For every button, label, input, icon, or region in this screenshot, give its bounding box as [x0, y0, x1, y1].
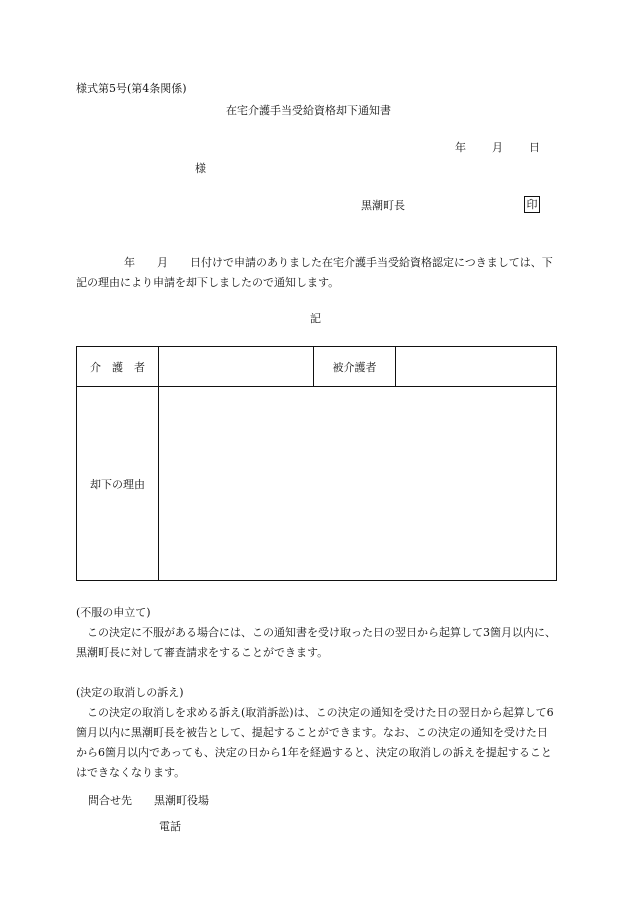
form-number: 様式第5号(第4条関係) [76, 82, 187, 95]
date-day: 日 [529, 141, 540, 154]
contact-line [88, 794, 209, 808]
revocation-heading: (決定の取消しの訴え) [76, 686, 184, 699]
date-month: 月 [492, 141, 503, 154]
reason-label: 却下の理由 [77, 387, 159, 581]
date-line [455, 141, 540, 155]
revocation-text: この決定の取消しを求める訴え(取消訴訟)は、この決定の通知を受けた日の翌日から起算して6箇月以内に黒潮町長を被告として、提起することができます。なお、この決定の通知を受けた日から6箇月以内であっても、決定の日から1年を経過すると、決定の取消しの訴えを提起することはできなくなります。 [76, 706, 554, 779]
recipient-suffix: 様 [195, 162, 206, 175]
care-receiver-label: 被介護者 [314, 347, 396, 387]
body-month: 月 [157, 256, 168, 269]
notice-body [76, 253, 554, 293]
reason-table [76, 346, 557, 581]
objection-section [76, 603, 556, 663]
document-title: 在宅介護手当受給資格却下通知書 [226, 104, 391, 117]
seal-mark: 印 [524, 196, 540, 213]
contact-office: 黒潮町役場 [154, 794, 209, 807]
caregiver-field[interactable] [159, 347, 314, 387]
contact-label: 問合せ先 [88, 794, 132, 807]
caregiver-label: 介 護 者 [77, 347, 159, 387]
care-receiver-field[interactable] [396, 347, 557, 387]
date-year: 年 [455, 141, 466, 154]
objection-text: この決定に不服がある場合には、この通知書を受け取った日の翌日から起算して3箇月以内に、黒潮町長に対して審査請求をすることができます。 [76, 626, 556, 659]
body-year: 年 [124, 256, 135, 269]
sender-name: 黒潮町長 [361, 199, 405, 212]
reason-field[interactable] [159, 387, 557, 581]
body-text: 日付けで申請のありました在宅介護手当受給資格認定につきましては、下記の理由により申請を却下しましたので通知します。 [76, 256, 553, 289]
objection-heading: (不服の申立て) [76, 606, 151, 619]
ki-heading: 記 [310, 312, 321, 325]
phone-label: 電話 [159, 820, 181, 833]
revocation-section [76, 683, 556, 783]
